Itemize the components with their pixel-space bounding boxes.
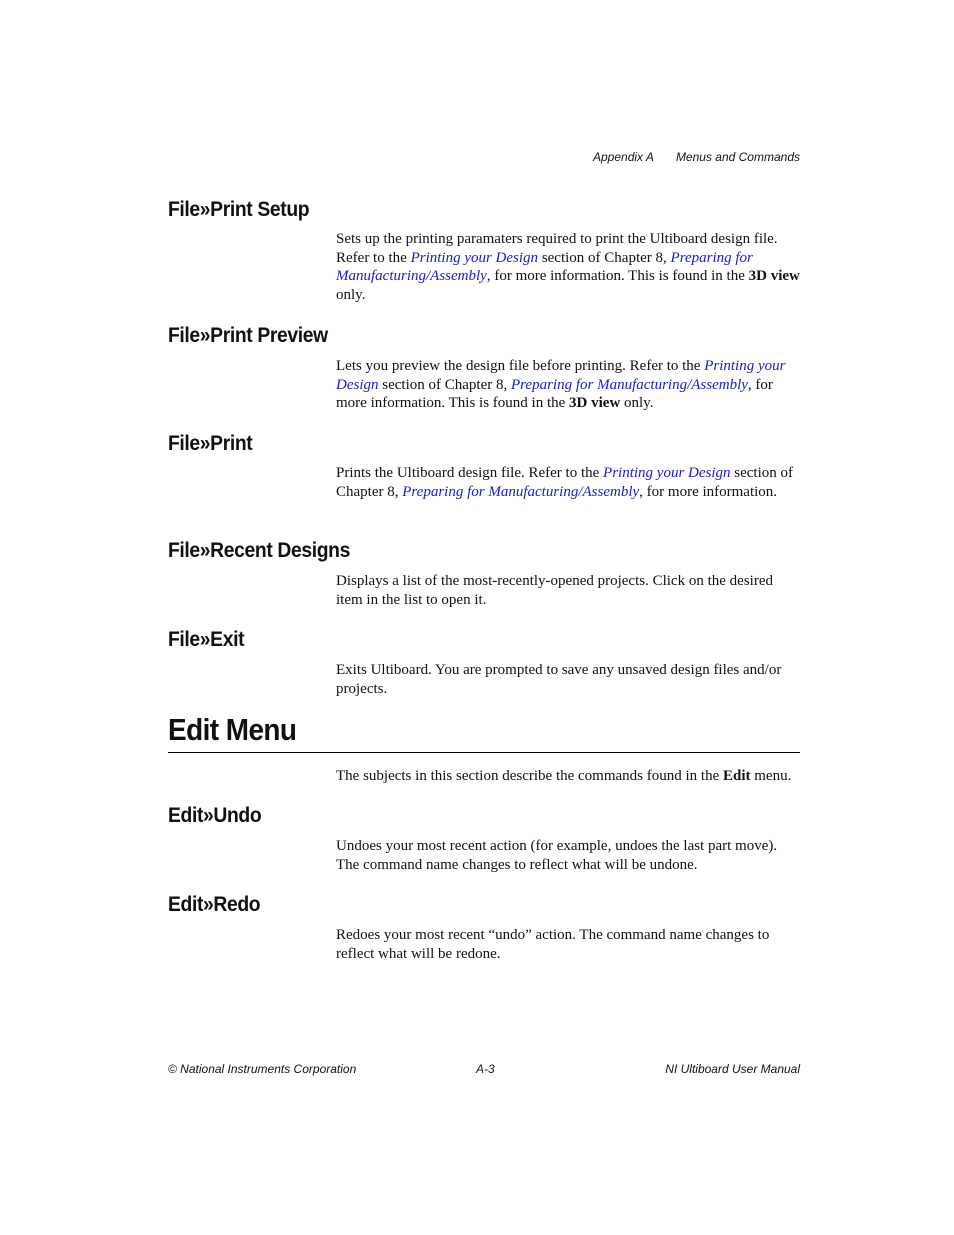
link-preparing-for-manufacturing[interactable]: Preparing for Manufacturing/Assembly [510, 376, 748, 393]
text: menu. [750, 768, 792, 784]
paragraph-print-setup [336, 230, 802, 305]
bold-3d-view: 3D view [748, 268, 800, 285]
paragraph-undo: Undoes your most recent action (for example, undoes the last part move). The command name changes to reflect what will be undone. [336, 838, 778, 873]
heading-print-setup: File»Print Setup [168, 198, 310, 221]
heading-recent-designs: File»Recent Designs [168, 539, 350, 562]
text: only. [336, 287, 366, 304]
text: section of Chapter 8, [538, 249, 671, 266]
text: section of Chapter 8, [378, 376, 511, 393]
link-printing-your-design[interactable]: Printing your Design [336, 358, 786, 393]
link-preparing-for-manufacturing[interactable]: Preparing for Manufacturing/Assembly [336, 249, 753, 285]
paragraph-recent-designs: Displays a list of the most-recently-opened projects. Click on the desired item in the list to open it. [336, 573, 773, 608]
text: The subjects in this section describe the commands found in the [336, 768, 723, 784]
heading-edit-menu: Edit Menu [168, 712, 297, 747]
section-divider [168, 752, 800, 753]
paragraph-edit-menu [336, 767, 802, 786]
heading-print-preview: File»Print Preview [168, 324, 328, 347]
heading-undo: Edit»Undo [168, 804, 262, 827]
header-chapter-title: Menus and Commands [675, 150, 800, 164]
link-printing-your-design[interactable]: Printing your Design [410, 249, 539, 266]
text: only. [620, 395, 654, 412]
running-header [0, 150, 800, 164]
text: , for more information. This is found in the [336, 376, 773, 412]
link-preparing-for-manufacturing[interactable]: Preparing for Manufacturing/Assembly [402, 483, 640, 500]
footer-copyright: © National Instruments Corporation [168, 1062, 357, 1076]
paragraph-redo: Redoes your most recent “undo” action. The command name changes to reflect what will be redone. [336, 927, 770, 962]
text: , for more information. [639, 483, 778, 500]
text: Lets you preview the design file before printing. Refer to the [336, 358, 705, 374]
link-printing-your-design[interactable]: Printing your Design [603, 465, 731, 481]
heading-print: File»Print [168, 432, 253, 455]
paragraph-print-preview [336, 357, 802, 413]
header-appendix: Appendix A [593, 150, 654, 164]
paragraph-print [336, 464, 802, 501]
paragraph-exit: Exits Ultiboard. You are prompted to save any unsaved design files and/or projects. [336, 662, 782, 697]
page-footer [168, 1062, 800, 1078]
text: Prints the Ultiboard design file. Refer to the [336, 465, 604, 481]
text: section of Chapter 8, [336, 465, 794, 500]
heading-redo: Edit»Redo [168, 893, 261, 916]
heading-exit: File»Exit [168, 628, 245, 651]
bold-3d-view: 3D view [569, 395, 621, 412]
bold-edit: Edit [723, 768, 751, 784]
footer-manual-title: NI Ultiboard User Manual [665, 1062, 800, 1076]
text: Sets up the printing paramaters required to print the Ultiboard design file. Refer to the [336, 231, 778, 266]
text: , for more information. This is found in the [486, 268, 749, 285]
footer-page-number: A-3 [476, 1062, 495, 1076]
